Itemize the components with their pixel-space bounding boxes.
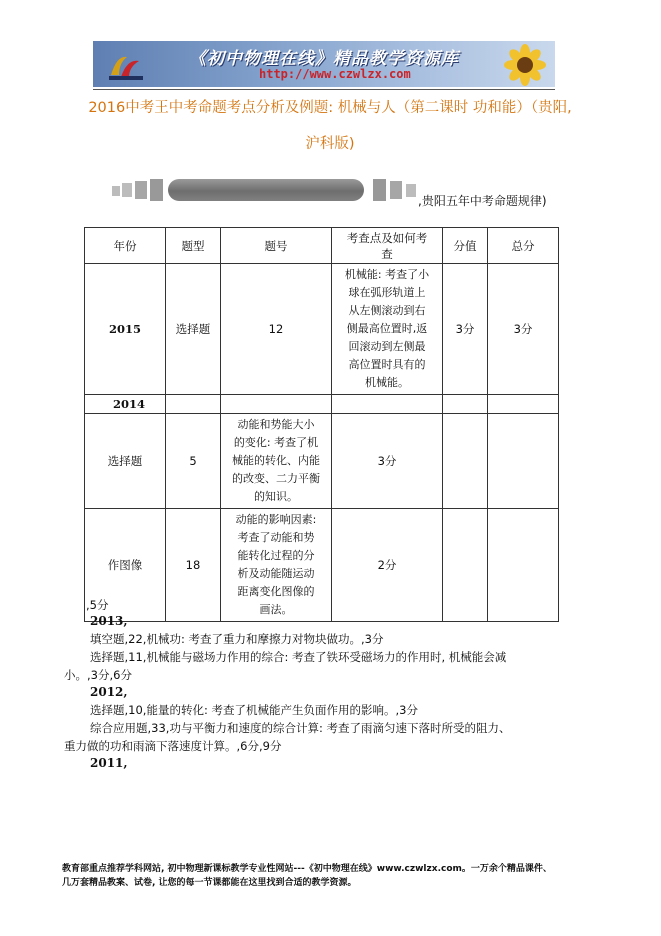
cell-type: 选择题	[85, 414, 166, 509]
cell-empty	[443, 414, 488, 509]
header-divider	[93, 89, 555, 90]
cell-empty	[488, 414, 559, 509]
header-score: 分值	[443, 228, 488, 264]
desc-line: 能转化过程的分	[237, 549, 315, 562]
cell-score: 3分	[443, 264, 488, 395]
footer-line: 教育部重点推荐学科网站, 初中物理新课标教学专业性网站---《初中物理在线》www.czwlzx.com。一万余个精品课件、	[62, 864, 552, 874]
page-footer	[62, 862, 602, 890]
cell-description	[221, 414, 332, 509]
year-heading-2011: 2011,	[90, 756, 128, 770]
cell-number: 18	[166, 509, 221, 622]
heading-pill	[168, 179, 364, 201]
cell-description	[221, 509, 332, 622]
cell-empty	[443, 509, 488, 622]
cell-empty	[166, 395, 221, 414]
desc-line: 侧最高位置时,返	[346, 322, 428, 335]
sunflower-icon	[501, 43, 549, 87]
body-line: 选择题,11,机械能与磁场力作用的综合: 考查了铁环受磁场力的作用时, 机械能会减	[90, 650, 507, 664]
desc-line: 高位置时具有的	[348, 358, 426, 371]
desc-line: 球在弧形轨道上	[348, 286, 426, 299]
cell-empty	[221, 395, 332, 414]
year-heading-2013: 2013,	[90, 614, 128, 628]
document-title-line1: 2016中考王中考命题考点分析及例题: 机械与人（第二课时 功和能）（贵阳,	[88, 100, 572, 116]
body-line: 小。,3分,6分	[64, 668, 132, 682]
cell-description	[332, 264, 443, 395]
desc-line: 动能和势能大小	[237, 418, 315, 431]
desc-line: 的改变、二力平衡	[232, 472, 320, 485]
desc-line: 画法。	[259, 603, 293, 616]
body-line: 重力做的功和雨滴下落速度计算。,6分,9分	[64, 739, 282, 753]
banner-url[interactable]: http://www.czwlzx.com	[259, 67, 411, 81]
header-check-line1: 考查点及如何考	[346, 230, 428, 245]
header-check	[332, 228, 443, 264]
table-row	[85, 264, 559, 395]
banner-title: 《初中物理在线》精品教学资源库	[189, 49, 459, 69]
desc-line: 回滚动到左侧最	[348, 340, 426, 353]
cell-type: 选择题	[166, 264, 221, 395]
body-line: 填空题,22,机械功: 考查了重力和摩擦力对物块做功。,3分	[90, 632, 384, 646]
document-title-line2: 沪科版)	[305, 136, 355, 152]
desc-line: 析及动能随运动	[237, 567, 315, 580]
desc-line: 械能的转化、内能	[232, 454, 320, 467]
cell-empty	[488, 509, 559, 622]
cell-empty	[332, 395, 443, 414]
site-logo-icon	[109, 51, 143, 81]
cell-number: 12	[221, 264, 332, 395]
cell-score: 2分	[332, 509, 443, 622]
cell-total: 3分	[488, 264, 559, 395]
desc-line: 距离变化图像的	[237, 585, 315, 598]
cell-empty	[488, 395, 559, 414]
header-check-line2: 查	[381, 246, 393, 261]
cell-score: 3分	[332, 414, 443, 509]
header-total: 总分	[488, 228, 559, 264]
table-row	[85, 509, 559, 622]
body-line: 选择题,10,能量的转化: 考查了机械能产生负面作用的影响。,3分	[90, 703, 418, 717]
desc-line: 机械能: 考查了小	[344, 268, 430, 281]
header-number: 题号	[221, 228, 332, 264]
table-header-row	[85, 228, 559, 264]
cell-empty	[443, 395, 488, 414]
body-line: ,5分	[86, 598, 109, 612]
section-heading-bar	[112, 178, 422, 204]
table-row	[85, 414, 559, 509]
desc-line: 的变化: 考查了机	[233, 436, 319, 449]
desc-line: 从左侧滚动到右	[348, 304, 426, 317]
exam-rules-table	[84, 227, 559, 622]
body-line: 综合应用题,33,功与平衡力和速度的综合计算: 考查了雨滴匀速下落时所受的阻力、	[90, 721, 511, 735]
desc-line: 的知识。	[254, 490, 298, 503]
year-heading-2012: 2012,	[90, 685, 128, 699]
desc-line: 考查了动能和势	[237, 531, 315, 544]
header-year: 年份	[85, 228, 166, 264]
table-row	[85, 395, 559, 414]
cell-year: 2015	[85, 264, 166, 395]
cell-type: 作图像	[85, 509, 166, 622]
footer-line: 几万套精品教案、试卷, 让您的每一节课都能在这里找到合适的教学资源。	[62, 878, 357, 888]
header-banner	[93, 41, 555, 87]
desc-line: 机械能。	[365, 376, 409, 389]
cell-year: 2014	[85, 395, 166, 414]
cell-number: 5	[166, 414, 221, 509]
header-type: 题型	[166, 228, 221, 264]
section-caption: ,贵阳五年中考命题规律)	[418, 194, 547, 208]
desc-line: 动能的影响因素:	[235, 513, 317, 526]
